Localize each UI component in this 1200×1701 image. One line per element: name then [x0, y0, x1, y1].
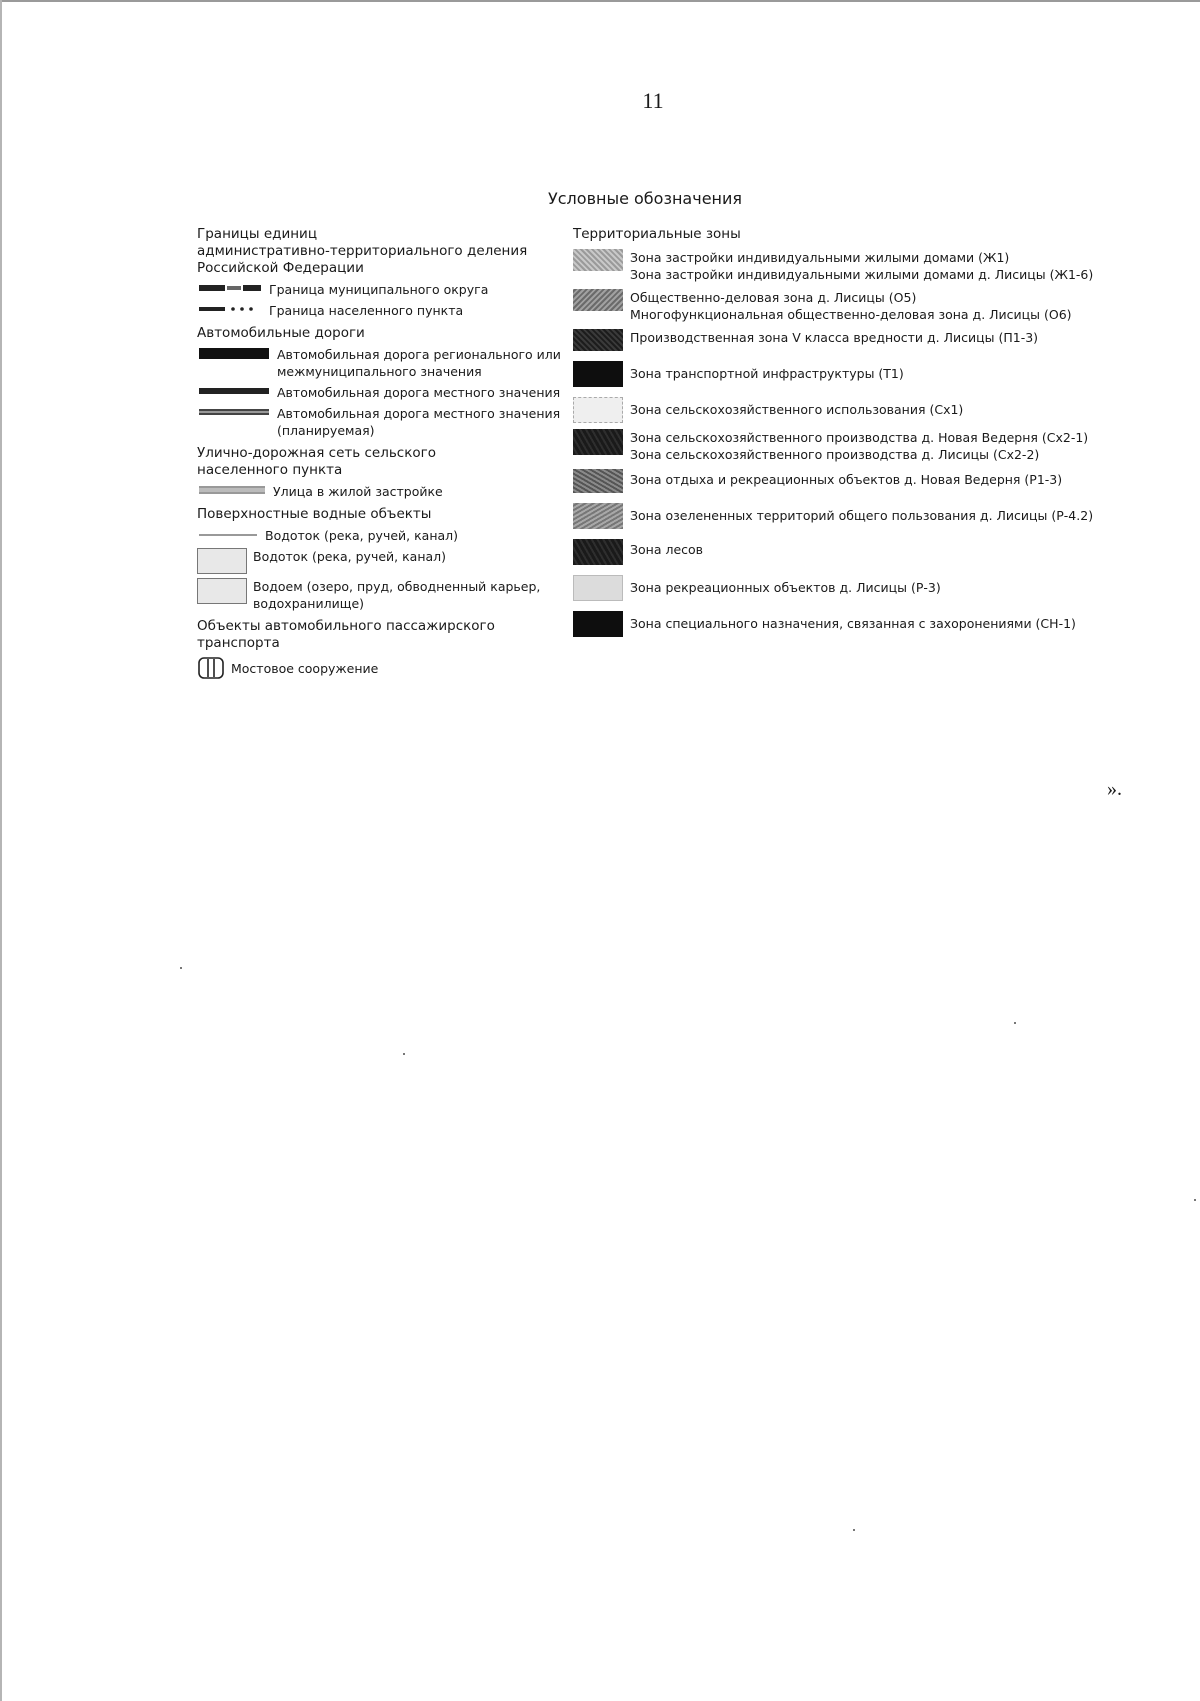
scan-speck: [1014, 1022, 1016, 1024]
zone-swatch: [573, 249, 623, 271]
zone-item: Общественно-деловая зона д. Лисицы (О5) Многофункциональная общественно-деловая зона д. Лисицы (О6): [573, 289, 1113, 323]
scan-speck: [1194, 1199, 1196, 1201]
legend-item-watercourse-area: Водоток (река, ручей, канал): [197, 548, 567, 574]
zone-swatch: [573, 361, 623, 387]
bridge-icon: [197, 656, 225, 680]
legend-item-residential-street: Улица в жилой застройке: [197, 483, 567, 500]
zone-item: Зона сельскохозяйственного производства д. Новая Ведерня (Сх2-1) Зона сельскохозяйственного производства д. Лисицы (Сх2-2): [573, 429, 1113, 463]
zone-swatch: [573, 503, 623, 529]
settlement-boundary-symbol: [197, 302, 263, 316]
zone-swatch: [573, 575, 623, 601]
roads-heading: Автомобильные дороги: [197, 325, 365, 341]
scan-speck: [180, 967, 182, 969]
legend-title: Условные обозначения: [548, 189, 743, 208]
legend-item-water-body: Водоем (озеро, пруд, обводненный карьер, водохранилище): [197, 578, 567, 612]
page-left-edge: [0, 0, 2, 1701]
legend-item-municipal-boundary: Граница муниципального округа: [197, 281, 567, 298]
closing-quote: ».: [1107, 778, 1122, 800]
planned-road-symbol: [197, 405, 271, 419]
regional-road-symbol: [197, 346, 271, 362]
page-number: 11: [642, 88, 664, 113]
legend-item-planned-local-road: Автомобильная дорога местного значения (планируемая): [197, 405, 567, 439]
legend-item-bridge: Мостовое сооружение: [197, 656, 567, 680]
zone-item: Зона транспортной инфраструктуры (Т1): [573, 361, 1113, 387]
zone-item: Зона сельскохозяйственного использования (Сх1): [573, 397, 1113, 423]
zone-item: Зона специального назначения, связанная с захоронениями (СН-1): [573, 611, 1113, 637]
watercourse-area-symbol: [197, 548, 247, 574]
legend-item-watercourse-line: Водоток (река, ручей, канал): [197, 527, 567, 544]
zone-swatch: [573, 289, 623, 311]
boundaries-heading: Границы единиц административно-территориального деления Российской Федерации: [197, 226, 528, 276]
page-top-edge: [0, 0, 1200, 2]
zone-swatch: [573, 611, 623, 637]
water-heading: Поверхностные водные объекты: [197, 506, 432, 522]
legend-item-local-road: Автомобильная дорога местного значения: [197, 384, 567, 401]
zone-swatch: [573, 429, 623, 455]
zone-item: Зона лесов: [573, 539, 1113, 565]
municipal-boundary-symbol: [197, 281, 263, 295]
zone-swatch: [573, 329, 623, 351]
zone-item: Зона озелененных территорий общего пользования д. Лисицы (Р-4.2): [573, 503, 1113, 529]
zone-swatch: [573, 469, 623, 493]
zone-item: Зона застройки индивидуальными жилыми домами (Ж1) Зона застройки индивидуальными жилыми домами д. Лисицы (Ж1-6): [573, 249, 1113, 283]
scan-speck: [853, 1529, 855, 1531]
zone-swatch: [573, 539, 623, 565]
zone-swatch: [573, 397, 623, 423]
scan-speck: [403, 1053, 405, 1055]
legend-left-column: [197, 226, 567, 680]
residential-street-symbol: [197, 483, 267, 497]
zone-item: Производственная зона V класса вредности д. Лисицы (П1-3): [573, 329, 1113, 351]
water-body-symbol: [197, 578, 247, 604]
transport-heading: Объекты автомобильного пассажирского транспорта: [197, 618, 495, 651]
zones-heading: Территориальные зоны: [573, 226, 741, 242]
legend-right-column: [573, 226, 1113, 637]
zone-item: Зона рекреационных объектов д. Лисицы (Р-3): [573, 575, 1113, 601]
legend-item-regional-road: Автомобильная дорога регионального или межмуниципального значения: [197, 346, 567, 380]
zone-item: Зона отдыха и рекреационных объектов д. Новая Ведерня (Р1-3): [573, 469, 1113, 493]
legend-item-settlement-boundary: Граница населенного пункта: [197, 302, 567, 319]
local-road-symbol: [197, 384, 271, 398]
watercourse-line-symbol: [197, 527, 259, 541]
street-network-heading: Улично-дорожная сеть сельского населенного пункта: [197, 445, 436, 478]
